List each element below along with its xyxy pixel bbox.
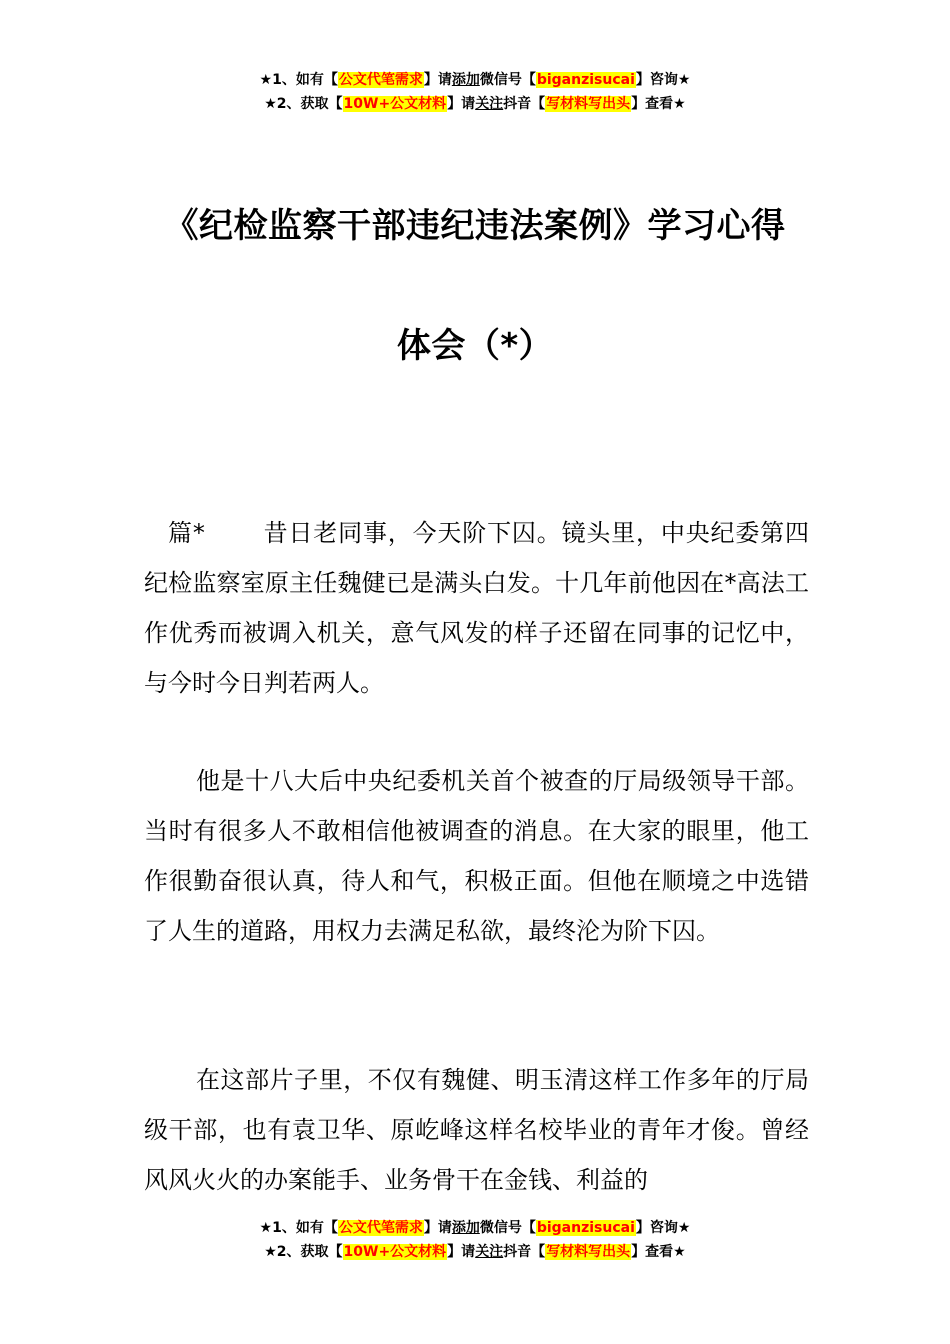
section-prefix: 篇* — [168, 519, 205, 547]
banner-underline: 添加 — [451, 72, 480, 88]
banner-highlight: 10W+公文材料 — [343, 1244, 447, 1260]
banner-text: 抖音【 — [503, 96, 546, 112]
banner-text: 】咨询★ — [635, 1220, 691, 1236]
banner-text: 】请 — [423, 72, 452, 88]
paragraph-2: 他是十八大后中央纪委机关首个被查的厅局级领导干部。当时有很多人不敢相信他被调查的消息。在大家的眼里，他工作很勤奋很认真，待人和气，积极正面。但他在顺境之中选错了人生的道路，用权力去满足私欲，最终沦为阶下囚。 — [144, 767, 809, 945]
banner-text: 】咨询★ — [635, 72, 691, 88]
paragraph-3: 在这部片子里，不仅有魏健、明玉清这样工作多年的厅局级干部，也有袁卫华、原屹峰这样名校毕业的青年才俊。曾经风风火火的办案能手、业务骨干在金钱、利益的 — [144, 1066, 809, 1194]
banner-highlight: 公文代笔需求 — [338, 72, 423, 88]
banner-text: 微信号【 — [479, 1220, 536, 1236]
document-title-line-1: 《纪检监察干部违纪违法案例》学习心得 — [164, 206, 786, 246]
banner-underline: 关注 — [475, 1244, 504, 1260]
banner-highlight: 写材料写出头 — [546, 1244, 631, 1260]
banner-highlight: 写材料写出头 — [546, 96, 631, 112]
banner-text: 微信号【 — [479, 72, 536, 88]
footer-banner — [0, 1216, 950, 1264]
banner-line-2 — [0, 1240, 950, 1264]
banner-highlight: 公文代笔需求 — [338, 1220, 423, 1236]
banner-text: ★1、如有【 — [259, 1220, 338, 1236]
paragraph-1 — [144, 508, 809, 708]
banner-text: ★2、获取【 — [264, 1244, 343, 1260]
paragraph-1-text: 昔日老同事，今天阶下囚。镜头里，中央纪委第四纪检监察室原主任魏健已是满头白发。十几年前他因在*高法工作优秀而被调入机关，意气风发的样子还留在同事的记忆中，与今时今日判若两人。 — [144, 519, 810, 697]
banner-line-1 — [0, 1216, 950, 1240]
banner-underline: 添加 — [451, 1220, 480, 1236]
banner-text: 抖音【 — [503, 1244, 546, 1260]
banner-text: 】查看★ — [631, 96, 686, 112]
banner-text: ★1、如有【 — [259, 72, 338, 88]
banner-text: 】查看★ — [631, 1244, 686, 1260]
banner-underline: 关注 — [475, 96, 504, 112]
banner-line-2 — [0, 92, 950, 116]
banner-text: ★2、获取【 — [264, 96, 343, 112]
document-title-line-2: 体会（*） — [396, 326, 554, 366]
banner-line-1 — [0, 68, 950, 92]
banner-highlight: biganzisucai — [536, 1220, 635, 1236]
banner-highlight: 10W+公文材料 — [343, 96, 447, 112]
banner-text: 】请 — [447, 96, 476, 112]
banner-text: 】请 — [447, 1244, 476, 1260]
banner-highlight: biganzisucai — [536, 72, 635, 88]
header-banner — [0, 68, 950, 116]
banner-text: 】请 — [423, 1220, 452, 1236]
